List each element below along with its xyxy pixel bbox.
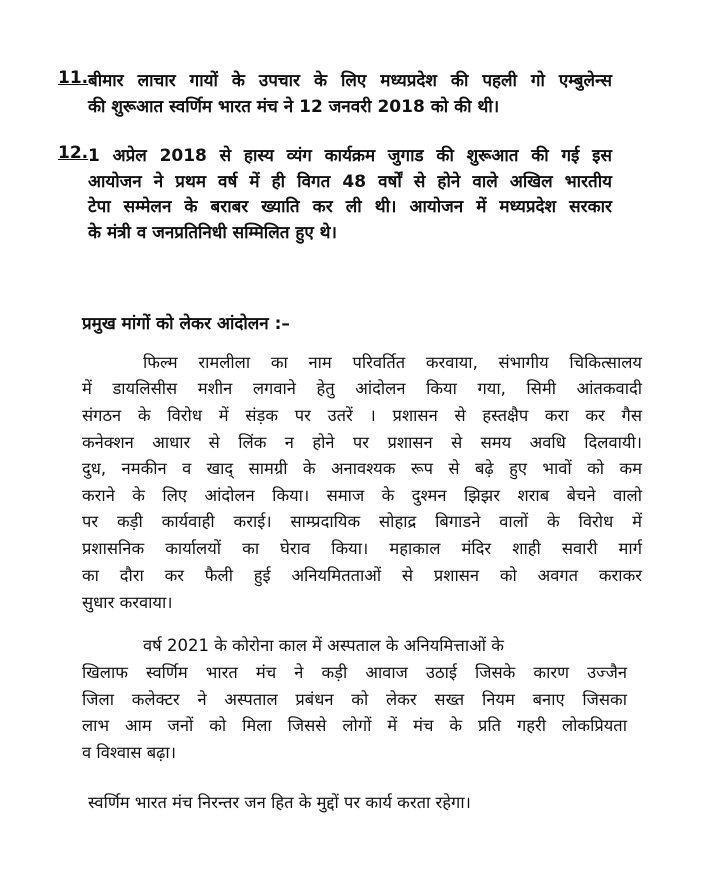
paragraph-line: में डायलिसीस मशीन लगवाने हेतु आंदोलन किया गया, सिमी आंतकवादी: [82, 379, 642, 398]
item-number: 12.: [58, 143, 89, 163]
paragraph-line: जिला कलेक्टर ने अस्पताल प्रबंधन को लेकर सख्त नियम बनाए जिसका: [82, 690, 627, 709]
section-heading: प्रमुख मांगों को लेकर आंदोलन :–: [82, 314, 290, 334]
paragraph-line: लाभ आम जनों को मिला जिससे लोगों में मंच के प्रति गहरी लोकप्रियता: [82, 716, 627, 735]
paragraph-line: फिल्म रामलीला का नाम परिवर्तित करवाया, संभागीय चिकित्सालय: [143, 353, 642, 372]
paragraph-line: खिलाफ स्वर्णिम भारत मंच ने कड़ी आवाज उठाई जिसके कारण उज्जैन: [82, 663, 627, 682]
item-text-line: आयोजन ने प्रथम वर्ष में ही विगत 48 वर्षों से होने वाले अखिल भारतीय: [88, 172, 612, 192]
paragraph-line: कराने के लिए आंदोलन किया। समाज के दुश्मन झिझर शराब बेचने वालो: [82, 486, 642, 505]
item-text-line: टेपा सम्मेलन के बराबर ख्याति कर ली थी। आयोजन में मध्यप्रदेश सरकार: [88, 197, 612, 217]
paragraph-line: दुध, नमकीन व खाद् सामग्री के अनावश्यक रूप से बढ़े हुए भावों को कम: [82, 459, 642, 478]
item-text-line: 1 अप्रेल 2018 से हास्य व्यंग कार्यक्रम जुगाड की शुरूआत की गई इस: [88, 146, 612, 166]
item-text-line: के मंत्री व जनप्रतिनिधी सम्मिलित हुए थे।: [88, 223, 337, 243]
item-number: 11.: [58, 68, 89, 88]
paragraph-line: व विश्वास बढ़ा।: [82, 743, 176, 762]
closing-statement: स्वर्णिम भारत मंच निरन्तर जन हित के मुद्दों पर कार्य करता रहेगा।: [88, 793, 471, 812]
item-text-line: की शुरूआत स्वर्णिम भारत मंच ने 12 जनवरी 2018 को की थी।: [88, 97, 500, 117]
paragraph-line: वर्ष 2021 के कोरोना काल में अस्पताल के अनियमित्ताओं के: [143, 636, 504, 655]
paragraph-line: सुधार करवाया।: [82, 593, 173, 612]
paragraph-line: प्रशासनिक कार्यालयों का घेराव किया। महाकाल मंदिर शाही सवारी मार्ग: [82, 539, 642, 558]
paragraph-line: कनेक्शन आधार से लिंक न होने पर प्रशासन से समय अवधि दिलवायी।: [82, 433, 642, 452]
paragraph-line: का दौरा कर फैली हुई अनियमितताओं से प्रशासन को अवगत कराकर: [82, 566, 642, 585]
paragraph-line: संगठन के विरोध में संड़क पर उतरें । प्रशासन से हस्तक्षैप करा कर गैस: [82, 406, 642, 425]
item-text-line: बीमार लाचार गायों के उपचार के लिए मध्यप्रदेश की पहली गो एम्बुलेन्स: [88, 71, 612, 91]
paragraph-line: पर कड़ी कार्यवाही कराई। साम्प्रदायिक सोहाद्र बिगाडने वालों के विरोध में: [82, 512, 642, 531]
